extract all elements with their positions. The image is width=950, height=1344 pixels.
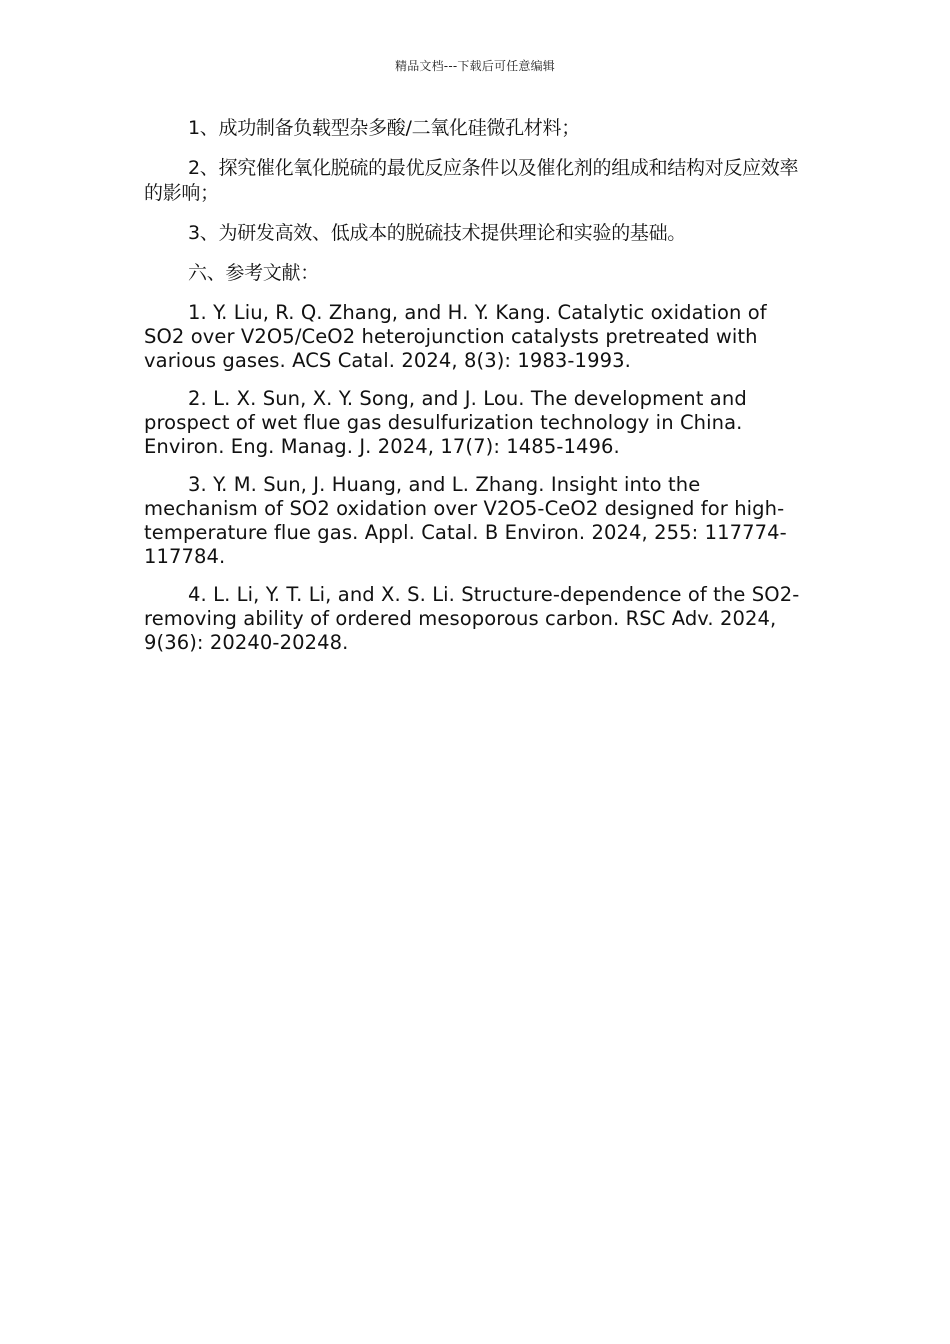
reference-item-4: 4. L. Li, Y. T. Li, and X. S. Li. Structure-dependence of the SO2-removing ability of ordered mesoporous carbon. RSC Adv. 2024, 9(36): 20240-20248. xyxy=(144,583,800,654)
reference-list xyxy=(144,301,809,655)
reference-item-2: 2. L. X. Sun, X. Y. Song, and J. Lou. The development and prospect of wet flue gas desulfurization technology in China. Environ. Eng. Manag. J. 2024, 17(7): 1485-1496. xyxy=(144,387,747,458)
reference-item-1: 1. Y. Liu, R. Q. Zhang, and H. Y. Kang. Catalytic oxidation of SO2 over V2O5/CeO2 heterojunction catalysts pretreated with various gases. ACS Catal. 2024, 8(3): 1983-1993. xyxy=(144,301,767,372)
page-header: 精品文档---下载后可任意编辑 xyxy=(395,59,555,73)
references-heading: 六、参考文献： xyxy=(188,262,319,284)
objective-item-2: 2、探究催化氧化脱硫的最优反应条件以及催化剂的组成和结构对反应效率的影响； xyxy=(144,157,799,204)
objective-item-1: 1、成功制备负载型杂多酸/二氧化硅微孔材料； xyxy=(188,117,580,139)
objective-item-3: 3、为研发高效、低成本的脱硫技术提供理论和实验的基础。 xyxy=(188,222,686,244)
document-body xyxy=(144,116,809,669)
reference-item-3: 3. Y. M. Sun, J. Huang, and L. Zhang. Insight into the mechanism of SO2 oxidation over V2O5-CeO2 designed for high-temperature flue gas. Appl. Catal. B Environ. 2024, 255: 117774-117784. xyxy=(144,473,787,568)
